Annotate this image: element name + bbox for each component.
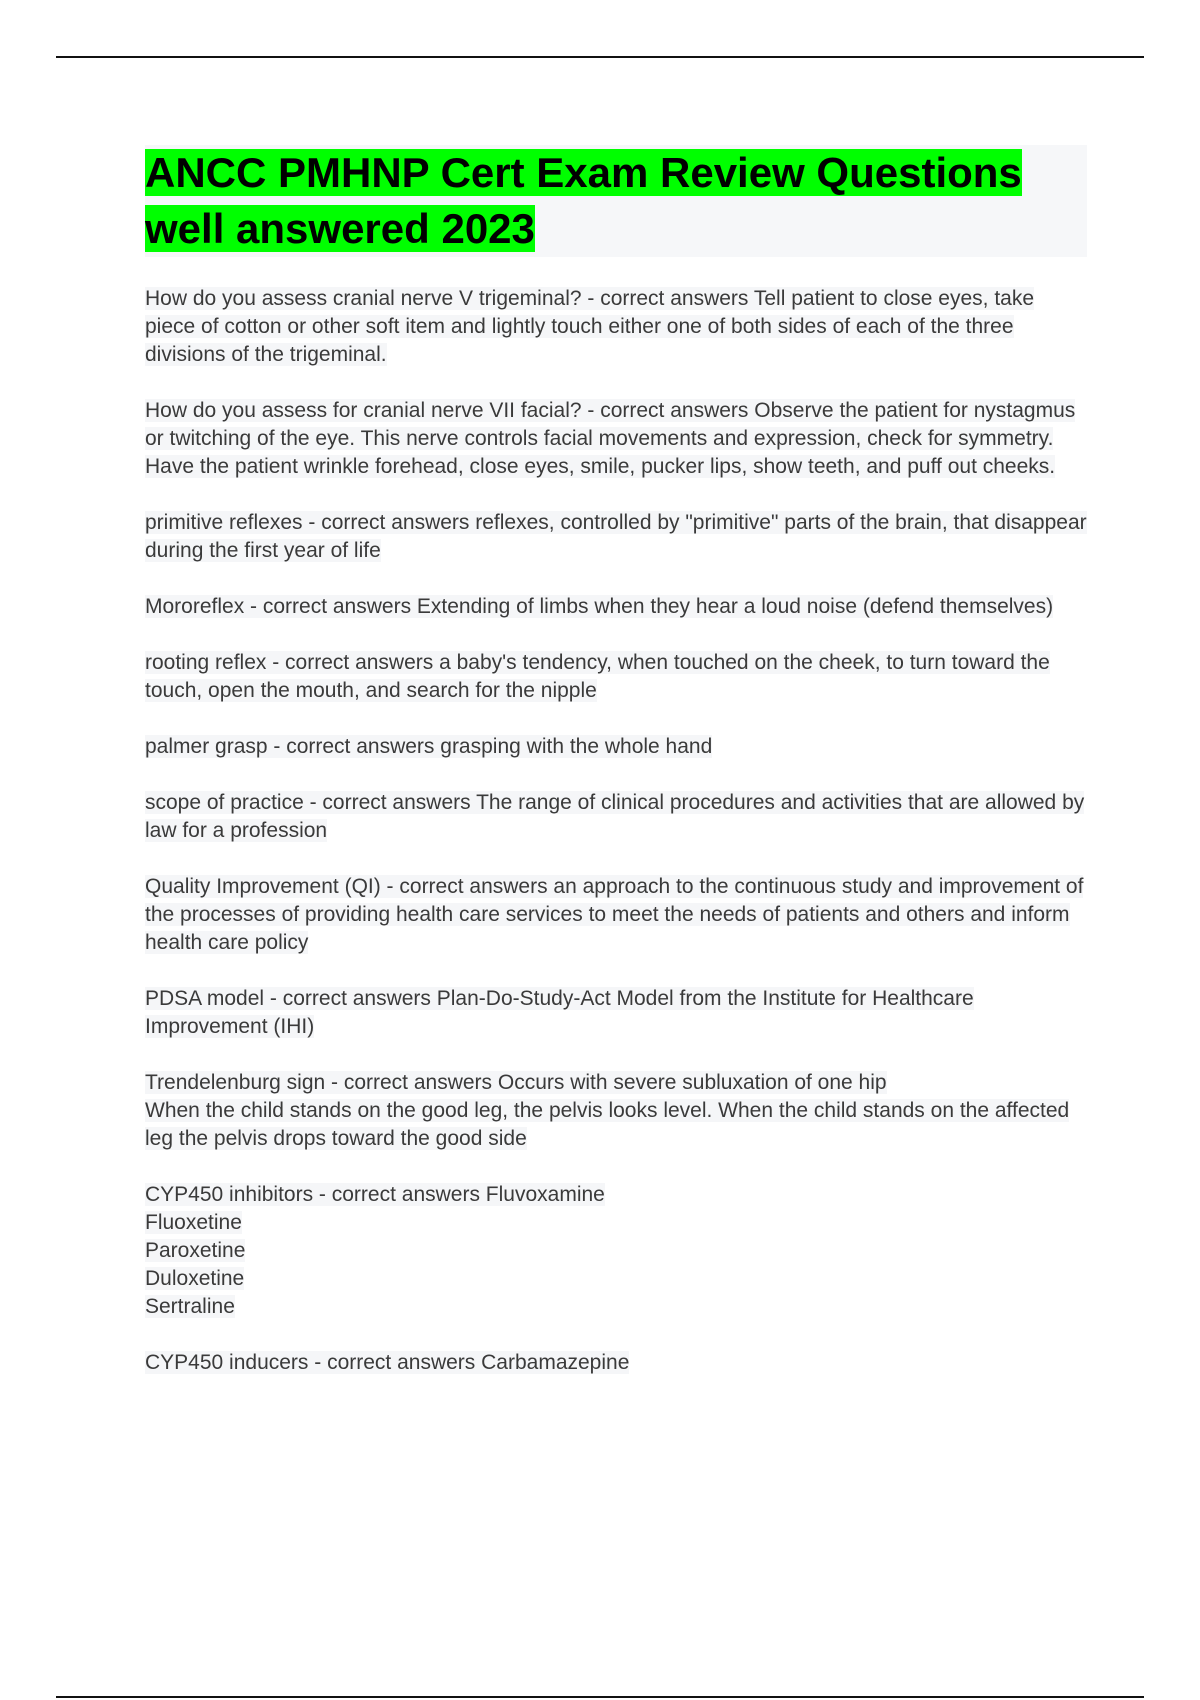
qa-item: CYP450 inhibitors - correct answers Fluvoxamine Fluoxetine Paroxetine Duloxetine Sertraline bbox=[145, 1183, 605, 1318]
title-block bbox=[145, 145, 1087, 257]
qa-item: Quality Improvement (QI) - correct answers an approach to the continuous study and improvement of the processes of providing health care services to meet the needs of patients and others and inform health care policy bbox=[145, 875, 1084, 954]
qa-item: scope of practice - correct answers The range of clinical procedures and activities that are allowed by law for a profession bbox=[145, 791, 1085, 842]
bottom-rule bbox=[56, 1696, 1144, 1698]
qa-item: How do you assess for cranial nerve VII facial? - correct answers Observe the patient for nystagmus or twitching of the eye. This nerve controls facial movements and expression, check for symmetry. Have the patient wrinkle forehead, close eyes, smile, pucker lips, show teeth, and puff out cheeks. bbox=[145, 399, 1076, 478]
qa-item: PDSA model - correct answers Plan-Do-Study-Act Model from the Institute for Healthcare Improvement (IHI) bbox=[145, 987, 974, 1038]
qa-item: Trendelenburg sign - correct answers Occurs with severe subluxation of one hip When the child stands on the good leg, the pelvis looks level. When the child stands on the affected leg the pelvis drops toward the good side bbox=[145, 1071, 1070, 1150]
qa-item: rooting reflex - correct answers a baby's tendency, when touched on the cheek, to turn toward the touch, open the mouth, and search for the nipple bbox=[145, 651, 1050, 702]
qa-item: Mororeflex - correct answers Extending of limbs when they hear a loud noise (defend themselves) bbox=[145, 595, 1054, 618]
qa-item: palmer grasp - correct answers grasping with the whole hand bbox=[145, 735, 713, 758]
qa-item: CYP450 inducers - correct answers Carbamazepine bbox=[145, 1351, 630, 1374]
qa-item: primitive reflexes - correct answers reflexes, controlled by "primitive" parts of the brain, that disappear during the first year of life bbox=[145, 511, 1087, 562]
qa-item: How do you assess cranial nerve V trigeminal? - correct answers Tell patient to close eyes, take piece of cotton or other soft item and lightly touch either one of both sides of each of the three divisions of the trigeminal. bbox=[145, 287, 1035, 366]
document-body bbox=[145, 145, 1087, 1405]
top-rule bbox=[56, 56, 1144, 58]
document-title: ANCC PMHNP Cert Exam Review Questions well answered 2023 bbox=[145, 149, 1022, 252]
